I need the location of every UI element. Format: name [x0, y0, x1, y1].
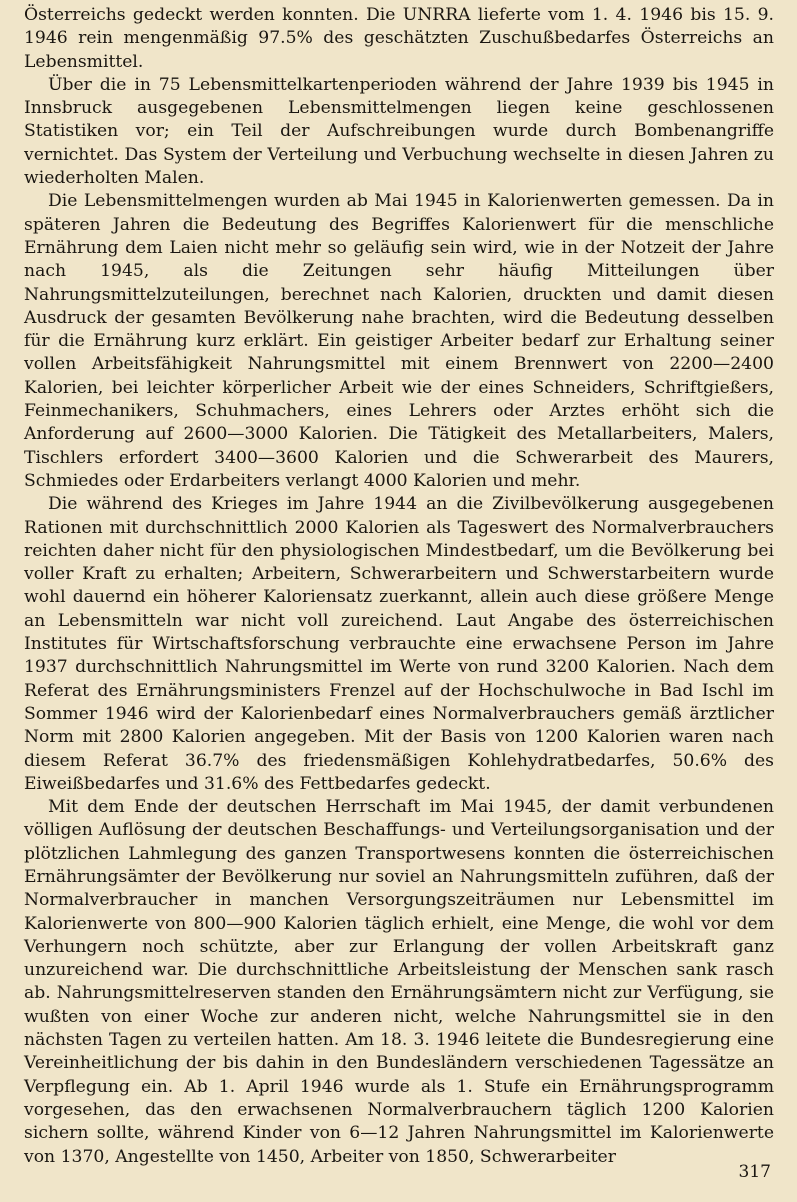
paragraph-3: Die Lebensmittelmengen wurden ab Mai 1945 in Kalorienwerten gemessen. Da in späteren Jahren die Bedeutung des Begriffes Kalorienwert für die menschliche Ernährung dem Laien nicht mehr so geläufig sein wird, wie in der Notzeit der Jahre nach 1945, als die Zeitungen sehr häufig Mitteilungen über Nahrungsmittelzuteilungen, berechnet nach Kalorien, druckten und damit diesen Ausdruck der gesamten Bevölkerung nahe brachten, wird die Bedeutung desselben für die Ernährung kurz erklärt. Ein geistiger Arbeiter bedarf zur Erhaltung seiner vollen Arbeitsfähigkeit Nahrungsmittel mit einem Brennwert von 2200—2400 Kalorien, bei leichter körperlicher Arbeit wie der eines Schneiders, Schriftgießers, Feinmechanikers, Schuhmachers, eines Lehrers oder Arztes erhöht sich die Anforderung auf 2600—3000 Kalorien. Die Tätigkeit des Metallarbeiters, Malers, Tischlers erfordert 3400—3600 Kalorien und die Schwerarbeit des Maurers, Schmiedes oder Erdarbeiters verlangt 4000 Kalorien und mehr. [24, 191, 774, 491]
page-number: 317 [738, 1162, 771, 1182]
body-text [24, 4, 774, 1169]
paragraph-2: Über die in 75 Lebensmittelkartenperioden während der Jahre 1939 bis 1945 in Innsbruck ausgegebenen Lebensmittelmengen liegen keine geschlossenen Statistiken vor; ein Teil der Aufschreibungen wurde durch Bombenangriffe vernichtet. Das System der Verteilung und Verbuchung wechselte in diesen Jahren zu wiederholten Malen. [24, 74, 774, 189]
paragraph-1: Österreichs gedeckt werden konnten. Die UNRRA lieferte vom 1. 4. 1946 bis 15. 9. 1946 rein mengenmäßig 97.5% des geschätzten Zuschußbedarfes Österreichs an Lebensmittel. [24, 5, 774, 72]
paragraph-5: Mit dem Ende der deutschen Herrschaft im Mai 1945, der damit verbundenen völligen Auflösung der deutschen Beschaffungs- und Verteilungsorganisation und der plötzlichen Lahmlegung des ganzen Transportwesens konnten die österreichischen Ernährungsämter der Bevölkerung nur soviel an Nahrungsmitteln zuführen, daß der Normalverbraucher in manchen Versorgungszeiträumen nur Lebensmittel im Kalorienwerte von 800—900 Kalorien täglich erhielt, eine Menge, die wohl vor dem Verhungern noch schützte, aber zur Erlangung der vollen Arbeitskraft ganz unzureichend war. Die durchschnittliche Arbeitsleistung der Menschen sank rasch ab. Nahrungsmittelreserven standen den Ernährungsämtern nicht zur Verfügung, sie wußten von einer Woche zur anderen nicht, welche Nahrungsmittel sie in den nächsten Tagen zu verteilen hatten. Am 18. 3. 1946 leitete die Bundesregierung eine Vereinheitlichung der bis dahin in den Bundesländern verschiedenen Tagessätze an Verpflegung ein. Ab 1. April 1946 wurde als 1. Stufe ein Ernährungsprogramm vorgesehen, das den erwachsenen Normalverbrauchern täglich 1200 Kalorien sichern sollte, während Kinder von 6—12 Jahren Nahrungsmittel im Kalorienwerte von 1370, Angestellte von 1450, Arbeiter von 1850, Schwerarbeiter [24, 797, 774, 1167]
paragraph-4: Die während des Krieges im Jahre 1944 an die Zivilbevölkerung ausgegebenen Rationen mit durchschnittlich 2000 Kalorien als Tageswert des Normalverbrauchers reichten daher nicht für den physiologischen Mindestbedarf, um die Bevölkerung bei voller Kraft zu erhalten; Arbeitern, Schwerarbeitern und Schwerstarbeitern wurde wohl dauernd ein höherer Kaloriensatz zuerkannt, allein auch diese größere Menge an Lebensmitteln war nicht voll zureichend. Laut Angabe des österreichischen Institutes für Wirtschaftsforschung verbrauchte eine erwachsene Person im Jahre 1937 durchschnittlich Nahrungsmittel im Werte von rund 3200 Kalorien. Nach dem Referat des Ernährungsministers Frenzel auf der Hochschulwoche in Bad Ischl im Sommer 1946 wird der Kalorienbedarf eines Normalverbrauchers gemäß ärztlicher Norm mit 2800 Kalorien angegeben. Mit der Basis von 1200 Kalorien waren nach diesem Referat 36.7% des friedensmäßigen Kohlehydratbedarfes, 50.6% des Eiweißbedarfes und 31.6% des Fettbedarfes gedeckt. [24, 494, 774, 794]
